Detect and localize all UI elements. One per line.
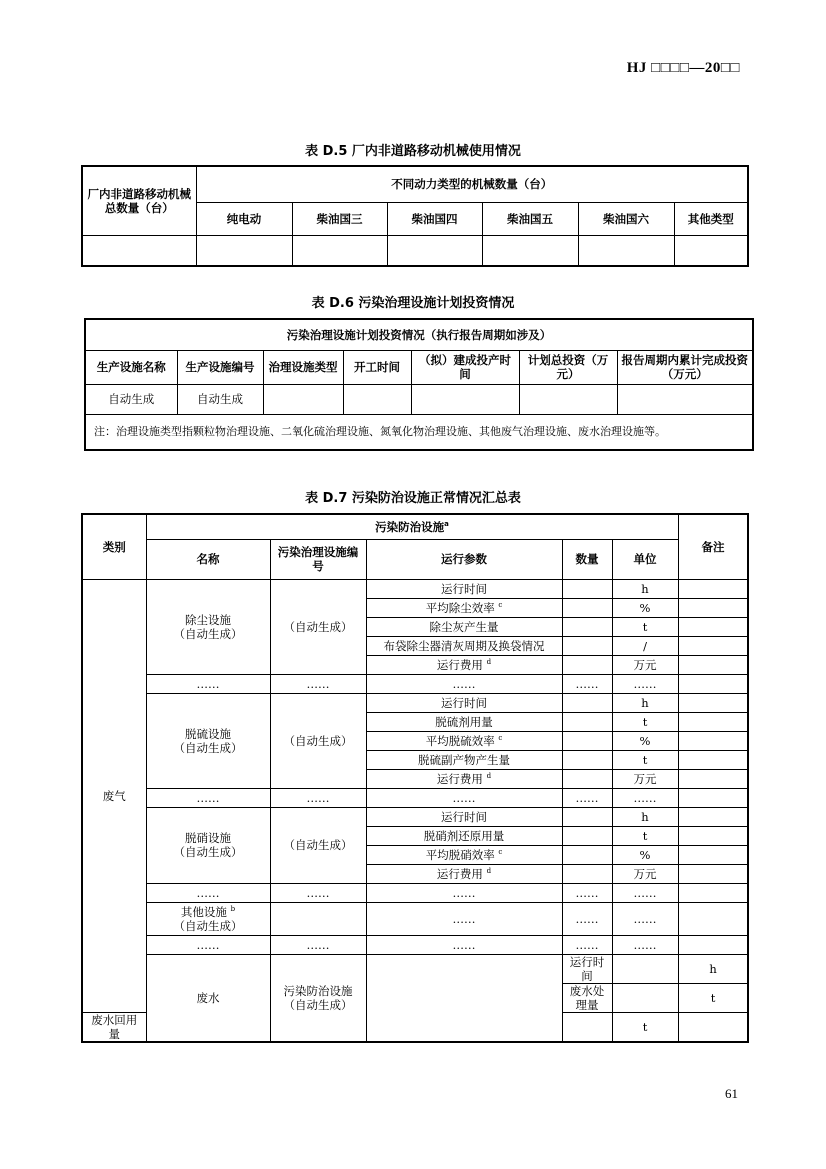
d6-col-header: 报告周期内累计完成投资（万元） bbox=[617, 350, 753, 384]
ellipsis-cell: …… bbox=[612, 902, 678, 935]
unit-cell: t bbox=[612, 617, 678, 636]
table-row bbox=[82, 902, 748, 935]
d7-unit-header: 单位 bbox=[612, 539, 678, 579]
table-d5-caption: 表 D.5 厂内非道路移动机械使用情况 bbox=[305, 144, 521, 159]
param-cell: 脱硫剂用量 bbox=[366, 712, 562, 731]
param-cell: 平均脱硝效率 $^c$ bbox=[366, 845, 562, 864]
ellipsis-cell: …… bbox=[270, 883, 366, 902]
ellipsis-cell: …… bbox=[366, 788, 562, 807]
facility-code: （自动生成） bbox=[270, 579, 366, 674]
page-number: 61 bbox=[725, 1086, 738, 1101]
table-row bbox=[82, 954, 748, 983]
d5-col-header: 其他类型 bbox=[674, 202, 748, 235]
param-cell: 运行时间 bbox=[366, 693, 562, 712]
table-row bbox=[82, 674, 748, 693]
facility-name-denit: 脱硝设施 （自动生成） bbox=[146, 807, 270, 883]
table-row bbox=[82, 807, 748, 826]
ellipsis-cell: …… bbox=[562, 883, 612, 902]
d6-note: 注：治理设施类型指颗粒物治理设施、二氧化硫治理设施、氮氧化物治理设施、其他废气治理设施、废水治理设施等。 bbox=[85, 414, 753, 450]
ellipsis-cell: …… bbox=[612, 935, 678, 954]
table-d7 bbox=[81, 513, 749, 1043]
d5-total-header: 厂内非道路移动机械总数量（台） bbox=[82, 166, 196, 235]
ellipsis-cell: …… bbox=[270, 674, 366, 693]
param-cell: 运行费用 $^d$ bbox=[366, 864, 562, 883]
unit-cell: / bbox=[612, 636, 678, 655]
param-cell: 平均除尘效率 $^c$ bbox=[366, 598, 562, 617]
d7-category-header: 类别 bbox=[82, 514, 146, 579]
ellipsis-cell: …… bbox=[612, 883, 678, 902]
facility-code: （自动生成） bbox=[270, 807, 366, 883]
param-cell: 脱硝剂还原用量 bbox=[366, 826, 562, 845]
d6-col-header: 计划总投资（万元） bbox=[519, 350, 617, 384]
table-row bbox=[82, 883, 748, 902]
facility-name-other: 其他设施 $^b$ （自动生成） bbox=[146, 902, 270, 935]
unit-cell: h bbox=[678, 954, 748, 983]
document-code-header: HJ □□□□—20□□ bbox=[626, 60, 740, 76]
ellipsis-cell: …… bbox=[366, 935, 562, 954]
param-cell: 运行费用 $^d$ bbox=[366, 769, 562, 788]
d5-col-header: 纯电动 bbox=[196, 202, 292, 235]
ellipsis-cell: …… bbox=[270, 935, 366, 954]
d7-name-header: 名称 bbox=[146, 539, 270, 579]
table-d5 bbox=[81, 165, 749, 267]
ellipsis-cell: …… bbox=[146, 674, 270, 693]
table-row bbox=[85, 384, 753, 414]
unit-cell: t bbox=[612, 826, 678, 845]
category-water: 废水 bbox=[146, 954, 270, 1042]
param-cell: 运行时间 bbox=[366, 579, 562, 598]
d7-group-header: 污染防治设施$^a$ bbox=[146, 514, 678, 539]
ellipsis-cell: …… bbox=[146, 883, 270, 902]
d6-col-header: （拟）建成投产时间 bbox=[411, 350, 519, 384]
unit-cell: 万元 bbox=[612, 769, 678, 788]
facility-name-water: 污染防治设施（自动生成） bbox=[270, 954, 366, 1042]
table-d6 bbox=[84, 318, 754, 451]
d5-col-header: 柴油国四 bbox=[387, 202, 482, 235]
facility-name-dust: 除尘设施 （自动生成） bbox=[146, 579, 270, 674]
ellipsis-cell: …… bbox=[366, 902, 562, 935]
unit-cell: h bbox=[612, 693, 678, 712]
param-cell: 运行费用 $^d$ bbox=[366, 655, 562, 674]
d5-col-header: 柴油国三 bbox=[292, 202, 387, 235]
d5-group-header: 不同动力类型的机械数量（台） bbox=[196, 166, 748, 202]
unit-cell: h bbox=[612, 579, 678, 598]
ellipsis-cell: …… bbox=[366, 883, 562, 902]
ellipsis-cell: …… bbox=[562, 902, 612, 935]
param-cell: 布袋除尘器清灰周期及换袋情况 bbox=[366, 636, 562, 655]
unit-cell: % bbox=[612, 598, 678, 617]
table-row bbox=[82, 693, 748, 712]
d6-col-header: 开工时间 bbox=[343, 350, 411, 384]
table-row bbox=[82, 935, 748, 954]
unit-cell: 万元 bbox=[612, 655, 678, 674]
param-cell: 除尘灰产生量 bbox=[366, 617, 562, 636]
table-row bbox=[82, 579, 748, 598]
param-cell: 运行时间 bbox=[562, 954, 612, 983]
ellipsis-cell: …… bbox=[270, 788, 366, 807]
param-cell: 废水回用量 bbox=[82, 1012, 146, 1042]
d7-qty-header: 数量 bbox=[562, 539, 612, 579]
d7-param-header: 运行参数 bbox=[366, 539, 562, 579]
ellipsis-cell: …… bbox=[562, 674, 612, 693]
unit-cell: % bbox=[612, 731, 678, 750]
category-gas: 废气 bbox=[82, 579, 146, 1012]
table-d6-caption: 表 D.6 污染治理设施计划投资情况 bbox=[311, 296, 515, 311]
ellipsis-cell: …… bbox=[366, 674, 562, 693]
d6-col-header: 生产设施名称 bbox=[85, 350, 177, 384]
ellipsis-cell: …… bbox=[146, 935, 270, 954]
ellipsis-cell: …… bbox=[612, 788, 678, 807]
ellipsis-cell: …… bbox=[562, 788, 612, 807]
unit-cell: % bbox=[612, 845, 678, 864]
ellipsis-cell: …… bbox=[612, 674, 678, 693]
d6-group-header: 污染治理设施计划投资情况（执行报告周期如涉及） bbox=[85, 319, 753, 350]
unit-cell: t bbox=[612, 750, 678, 769]
facility-code: （自动生成） bbox=[270, 693, 366, 788]
ellipsis-cell: …… bbox=[146, 788, 270, 807]
unit-cell: t bbox=[612, 712, 678, 731]
table-row bbox=[82, 235, 748, 266]
ellipsis-cell: …… bbox=[562, 935, 612, 954]
unit-cell: t bbox=[612, 1012, 678, 1042]
d6-col-header: 生产设施编号 bbox=[177, 350, 263, 384]
d6-cell: 自动生成 bbox=[85, 384, 177, 414]
param-cell: 脱硫副产物产生量 bbox=[366, 750, 562, 769]
d6-cell: 自动生成 bbox=[177, 384, 263, 414]
d7-code-header: 污染治理设施编号 bbox=[270, 539, 366, 579]
unit-cell: h bbox=[612, 807, 678, 826]
param-cell: 平均脱硫效率 $^c$ bbox=[366, 731, 562, 750]
facility-name-desulf: 脱硫设施 （自动生成） bbox=[146, 693, 270, 788]
table-row bbox=[82, 788, 748, 807]
table-d7-caption: 表 D.7 污染防治设施正常情况汇总表 bbox=[305, 491, 521, 506]
d6-col-header: 治理设施类型 bbox=[263, 350, 343, 384]
param-cell: 废水处理量 bbox=[562, 983, 612, 1012]
unit-cell: 万元 bbox=[612, 864, 678, 883]
d7-remark-header: 备注 bbox=[678, 514, 748, 579]
param-cell: 运行时间 bbox=[366, 807, 562, 826]
d5-col-header: 柴油国六 bbox=[578, 202, 674, 235]
unit-cell: t bbox=[678, 983, 748, 1012]
d5-col-header: 柴油国五 bbox=[482, 202, 578, 235]
